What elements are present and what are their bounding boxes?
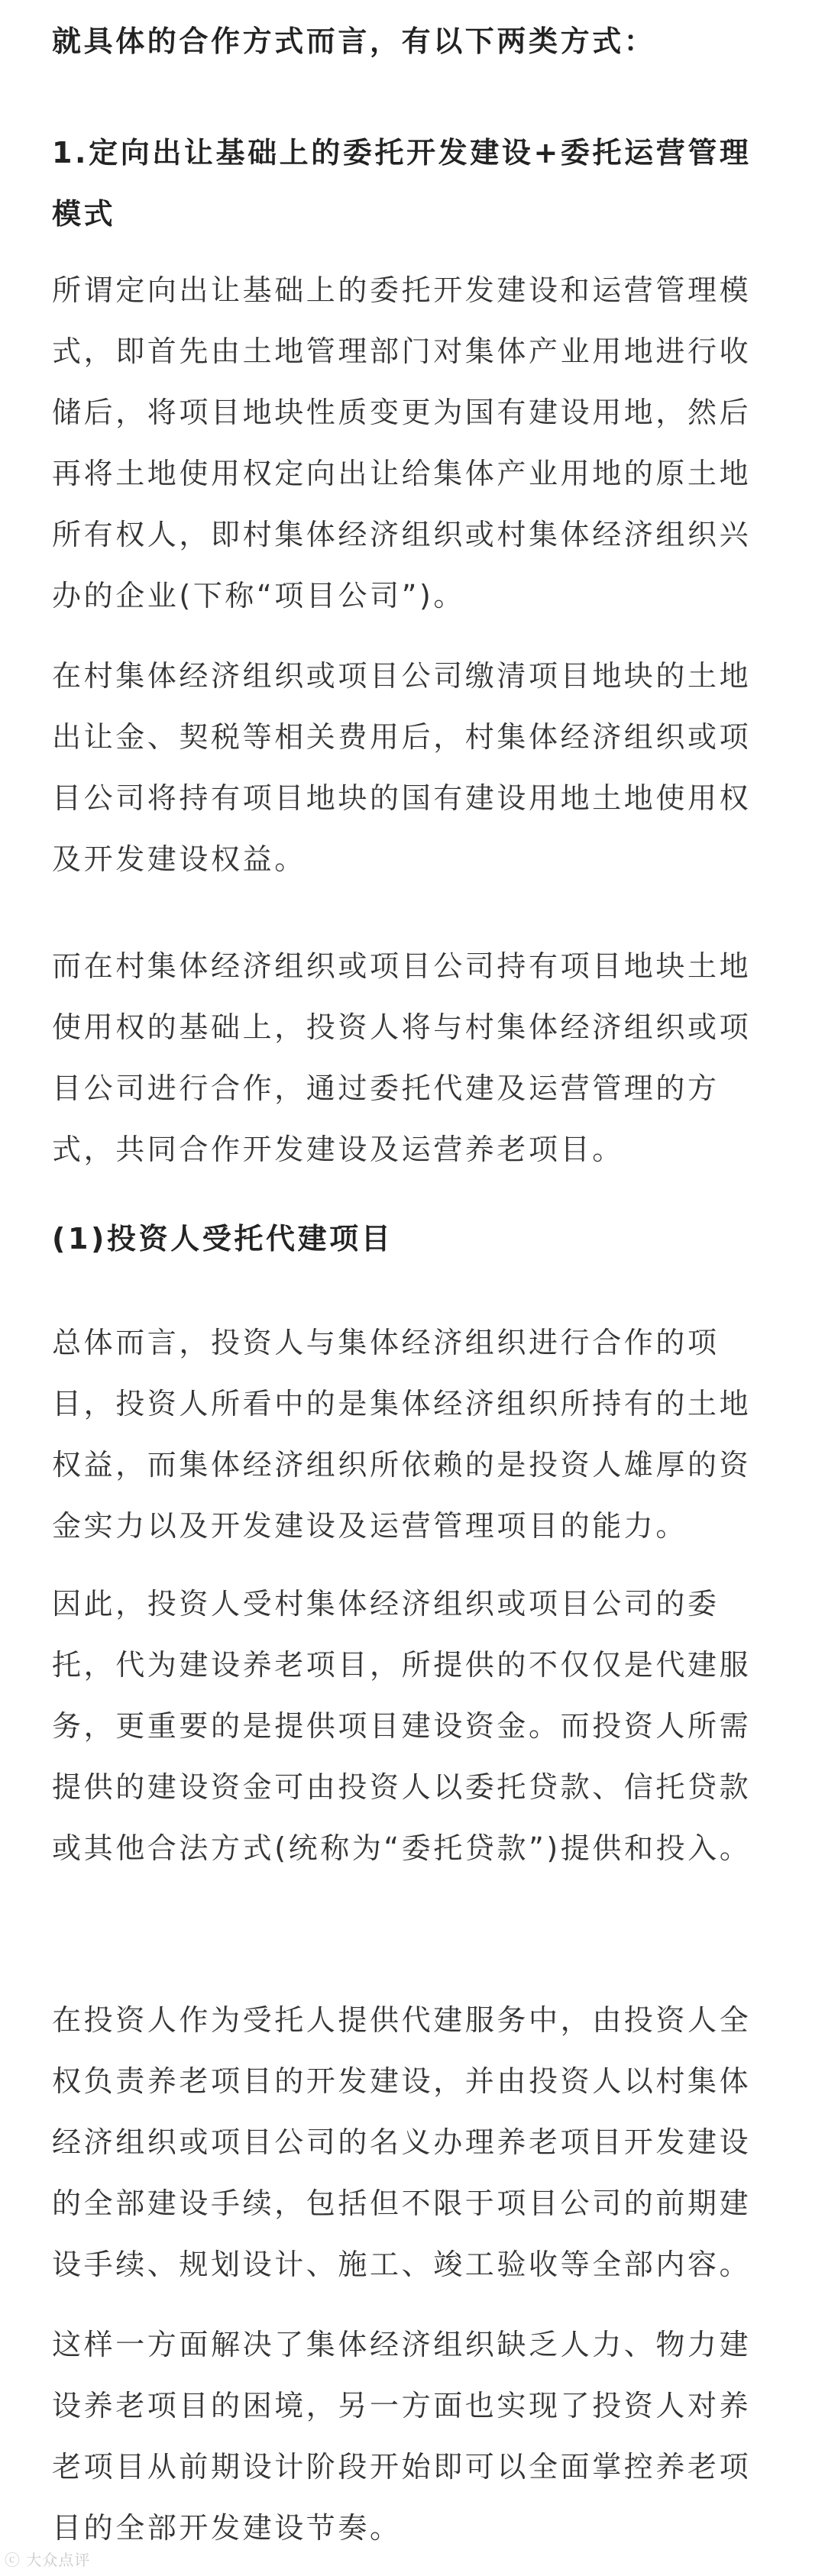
paragraph: 所谓定向出让基础上的委托开发建设和运营管理模式，即首先由土地管理部门对集体产业用地进行收储后，将项目地块性质变更为国有建设用地，然后再将土地使用权定向出让给集体产业用地的原土地所有权人，即村集体经济组织或村集体经济组织兴办的企业(下称“项目公司”)。 (52, 273, 752, 612)
paragraph: 这样一方面解决了集体经济组织缺乏人力、物力建设养老项目的困境，另一方面也实现了投资人对养老项目从前期设计阶段开始即可以全面掌控养老项目的全部开发建设节奏。 (52, 2328, 752, 2545)
watermark-logo: ⓒ 大众点评 (5, 2551, 91, 2569)
paragraph: 而在村集体经济组织或项目公司持有项目地块土地使用权的基础上，投资人将与村集体经济组织或项目公司进行合作，通过委托代建及运营管理的方式，共同合作开发建设及运营养老项目。 (52, 949, 752, 1166)
intro-heading: 就具体的合作方式而言，有以下两类方式： (52, 24, 656, 58)
section-heading-1: 1.定向出让基础上的委托开发建设+委托运营管理模式 (52, 136, 752, 231)
paragraph: 因此，投资人受村集体经济组织或项目公司的委托，代为建设养老项目，所提供的不仅仅是代建服务，更重要的是提供项目建设资金。而投资人所需提供的建设资金可由投资人以委托贷款、信托贷款或其他合法方式(统称为“委托贷款”)提供和投入。 (52, 1587, 752, 1865)
paragraph: 在投资人作为受托人提供代建服务中，由投资人全权负责养老项目的开发建设，并由投资人以村集体经济组织或项目公司的名义办理养老项目开发建设的全部建设手续，包括但不限于项目公司的前期建设手续、规划设计、施工、竣工验收等全部内容。 (52, 2003, 752, 2281)
paragraph: 在村集体经济组织或项目公司缴清项目地块的土地出让金、契税等相关费用后，村集体经济组织或项目公司将持有项目地块的国有建设用地土地使用权及开发建设权益。 (52, 659, 752, 876)
subsection-heading: (1)投资人受托代建项目 (52, 1222, 393, 1256)
paragraph: 总体而言，投资人与集体经济组织进行合作的项目，投资人所看中的是集体经济组织所持有的土地权益，而集体经济组织所依赖的是投资人雄厚的资金实力以及开发建设及运营管理项目的能力。 (52, 1326, 752, 1543)
